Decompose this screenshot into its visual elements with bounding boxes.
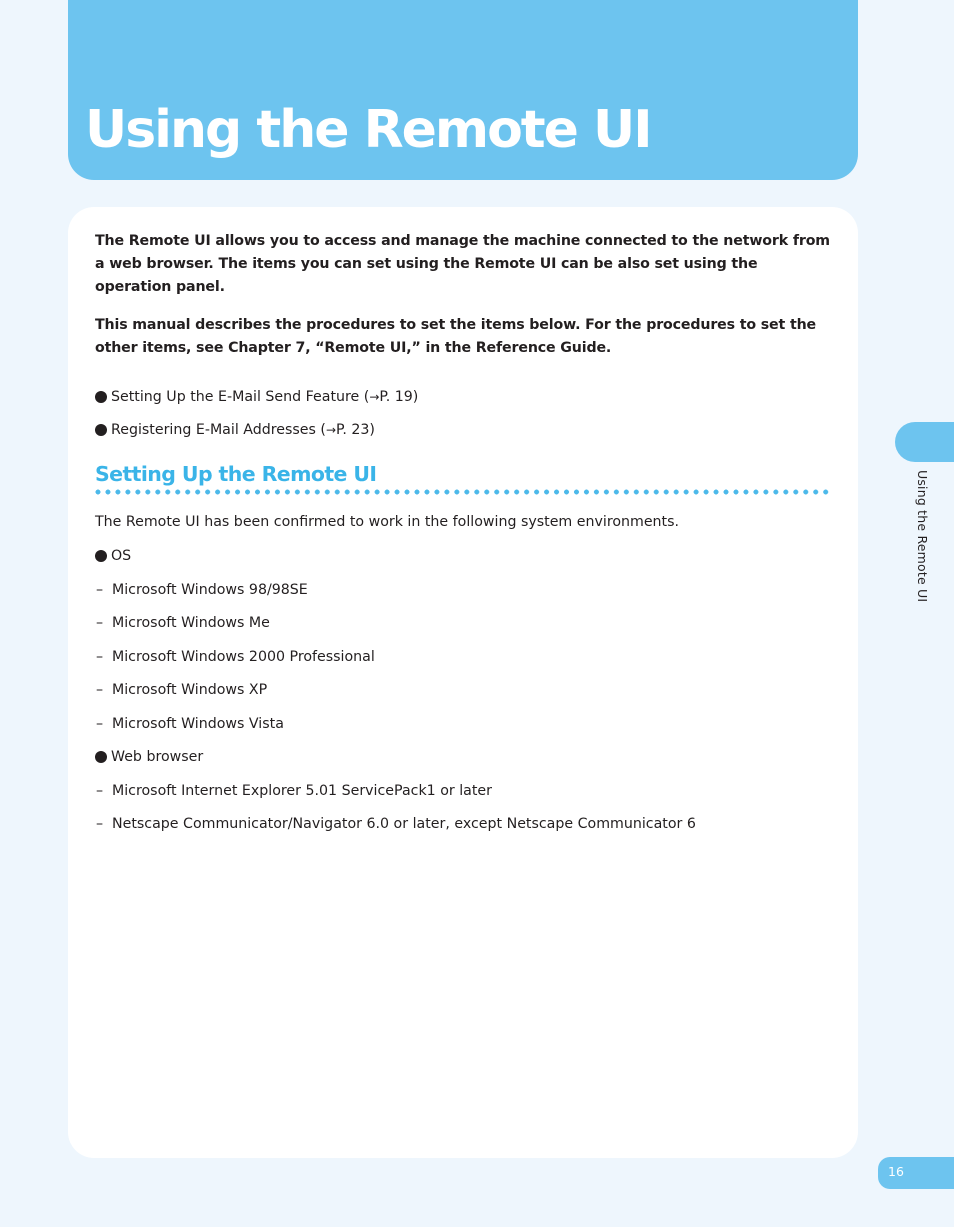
intro-paragraph: This manual describes the procedures to set the items below. For the procedures to set the other items, see Chapter 7, “Remote UI,” in the Reference Guide. bbox=[95, 317, 816, 356]
list-item bbox=[95, 546, 835, 566]
section-heading: Setting Up the Remote UI bbox=[95, 462, 377, 486]
os-item: Microsoft Windows XP bbox=[112, 682, 268, 698]
side-tab bbox=[895, 422, 954, 462]
list-item bbox=[95, 613, 835, 633]
intro-paragraph: The Remote UI allows you to access and manage the machine connected to the network from a web browser. The items you can set using the Remote UI can be also set using the operation panel. bbox=[95, 233, 830, 295]
os-item: Microsoft Windows Me bbox=[112, 615, 270, 631]
arrow-right-icon: → bbox=[325, 423, 337, 437]
page-number: 16 bbox=[888, 1164, 904, 1179]
bullet-icon bbox=[95, 751, 107, 763]
dash-icon: – bbox=[96, 816, 104, 832]
browser-item: Netscape Communicator/Navigator 6.0 or later, except Netscape Communicator 6 bbox=[112, 816, 696, 832]
bullet-icon bbox=[95, 550, 107, 562]
content-body bbox=[95, 230, 835, 834]
list-item bbox=[95, 747, 835, 767]
dash-icon: – bbox=[96, 581, 104, 598]
dash-icon: – bbox=[96, 648, 104, 665]
os-item: Microsoft Windows 98/98SE bbox=[112, 581, 308, 598]
feature-label: Setting Up the E-Mail Send Feature ( bbox=[111, 389, 370, 405]
list-item bbox=[95, 680, 835, 700]
list-item bbox=[95, 580, 835, 600]
list-item bbox=[95, 781, 835, 801]
side-tab-label-container bbox=[914, 470, 932, 640]
dash-icon: – bbox=[96, 715, 104, 732]
arrow-right-icon: → bbox=[369, 390, 380, 404]
dash-icon: – bbox=[96, 782, 104, 799]
list-item bbox=[95, 714, 835, 734]
feature-list bbox=[95, 387, 835, 440]
bullet-icon bbox=[95, 391, 107, 403]
list-item bbox=[95, 647, 835, 667]
intro-section bbox=[95, 230, 835, 360]
list-item bbox=[95, 814, 835, 834]
content-panel bbox=[68, 207, 858, 1158]
list-item bbox=[95, 420, 835, 440]
dash-icon: – bbox=[96, 682, 104, 698]
list-item bbox=[95, 387, 835, 407]
browser-item: Microsoft Internet Explorer 5.01 ServicePack1 or later bbox=[112, 782, 492, 799]
feature-label: Registering E-Mail Addresses ( bbox=[111, 422, 326, 438]
section-intro: The Remote UI has been confirmed to work in the following system environments. bbox=[95, 514, 680, 530]
side-tab-label: Using the Remote UI bbox=[915, 470, 930, 603]
title-banner bbox=[68, 0, 858, 180]
dotted-divider bbox=[95, 489, 833, 495]
dash-icon: – bbox=[96, 615, 104, 631]
os-label: OS bbox=[111, 548, 132, 564]
bullet-icon bbox=[95, 424, 107, 436]
page-number-tab bbox=[878, 1157, 954, 1189]
os-item: Microsoft Windows Vista bbox=[112, 715, 284, 732]
page-title: Using the Remote UI bbox=[85, 100, 651, 160]
page-reference-link[interactable]: P. 23) bbox=[336, 422, 375, 438]
environment-list bbox=[95, 512, 835, 834]
page-reference-link[interactable]: P. 19) bbox=[379, 389, 419, 405]
os-item: Microsoft Windows 2000 Professional bbox=[112, 648, 375, 665]
browser-label: Web browser bbox=[111, 749, 204, 765]
